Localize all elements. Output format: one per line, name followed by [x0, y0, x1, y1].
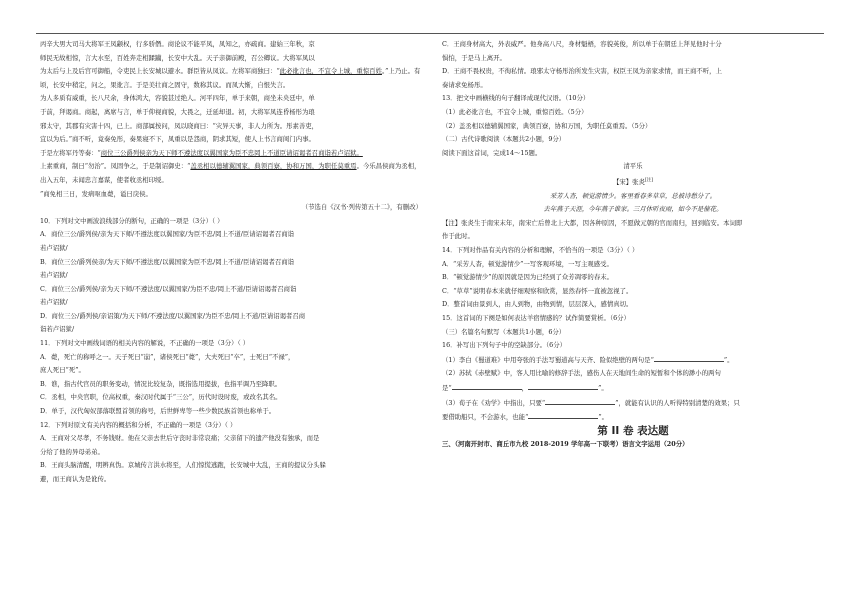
section-poetry-heading: （二）古代诗歌阅读（本题共2小题，9分）	[442, 135, 566, 144]
passage-line: 于是左将军丹等奏：“商位三公爵列侯亲为天下师不遵法度以翼国家为臣不忠罔上不道臣请诏谒者召商诣若卢诏狱。	[40, 148, 363, 157]
q11-option: 庶人死曰“死”。	[40, 366, 85, 375]
passage-line: ”商免相三日，发病呕血薨，谥曰戾侯。	[40, 189, 152, 198]
passage-line: 师民无故相惊，言大水至，百姓奔走相蹂躏，长安中大乱。天子亲御前殿，召公卿议。大将军凤以	[40, 53, 315, 62]
q14-stem: 14．下列对作品有关内容的分析和理解，不恰当的一项是（3分）（ ）	[442, 246, 639, 255]
passage-line: 上素重商，制曰“勿治”。凤固争之，于是制诏御史：“盖丞相以德辅翼国家，典领百寮，协和万国，为职任莫重焉。今乐昌侯商为丞相，出入五年，未闻忠言嘉谋，使者收丞相印绶。	[40, 162, 421, 184]
poem-note: 作于此时。	[442, 232, 474, 241]
q13-stem: 13．把文中画横线的句子翻译成现代汉语。（10分）	[442, 94, 590, 103]
passage-line: 宜以为后。”商不听，竟奏免彤，奏果寝不下，凤重以是怨商，阴求其短，使人上书言商闺门内事。	[40, 135, 315, 144]
passage-line: 于前，拜谒商。商起，离席与言，单于仰视商貌，大畏之，迁延却退。初，大将军凤连昏杨彤为琅	[40, 107, 315, 116]
underlined-sentence-1: 此必讹言也，不宜令上城，重惊百姓	[279, 67, 382, 76]
answer-blank[interactable]	[654, 353, 724, 362]
q14-option: B．“顿觉游情少”的原因就是因为已经到了众芳凋零的春末。	[442, 273, 613, 282]
q11-option: B．谯，指古代官员的职务变动，情况比较复杂，既指选用提拔，也指平调乃至降职。	[40, 379, 282, 388]
passage-source: （节选自《汉书·列传第五十二》，有删改）	[301, 203, 422, 212]
q16-item-3: （3）荀子在《劝学》中指出，只要“ ”，就能有认识的人听得特别清楚的效果；只	[442, 396, 824, 411]
poem-line: 采芳人杳，顿觉游情少。客里看春多草草，总被诗愁分了。	[549, 191, 717, 200]
poem-note-mark: [注]	[644, 177, 653, 183]
right-column	[442, 38, 824, 452]
q16-stem: 16．补写出下列句子中的空缺部分。（6分）	[442, 341, 567, 350]
q14-option: D．整首词由景到人，由人到物，由物到情，层层深入，感情真切。	[442, 300, 633, 309]
q12-option: 避，而王商认为是讹传。	[40, 475, 111, 483]
poem-author: 【宋】张炎[注]	[613, 177, 653, 187]
q13-item: （1）此必讹言也，不宜令上城，重惊百姓。（5分）	[442, 107, 588, 116]
answer-blank[interactable]	[545, 396, 615, 405]
passage-line: 丙辛大男大司马大将军王凤颛权，行多骄僭。商论议不能平凤，凤知之，亦疏商。建始三年秋，京	[40, 40, 315, 48]
q16-item-2: （2）苏轼《赤壁赋》中，客人用比喻的修辞手法，感伤人在天地间生命的短暂和个体的渺小的两句	[442, 369, 721, 378]
part-two-title: 第 II 卷 表达题	[597, 424, 669, 437]
section-poetry-intro: 阅读下面这首词，完成14～15题。	[442, 148, 542, 157]
q13-item: （2）盖丞相以德辅翼国家，典领百寮，协和万国，为职任莫重焉。（5分）	[442, 121, 652, 130]
q14-option: C．“草草”说明春本来就仔细观察和欣赏，显然春怀一直被忽视了。	[442, 286, 633, 295]
q16-item-2-blanks: 是“ ， ”。	[442, 381, 824, 396]
q12-option: 奏请求免杨彤。	[442, 80, 487, 89]
q12-option: 惧怕，于是马上离开。	[442, 53, 506, 62]
q16-item-1: （1）李白《蜀道难》中用夸张的手法写蜀道高与天齐、险似绝壁的两句是“ ”。	[442, 353, 824, 368]
left-column	[40, 38, 422, 487]
answer-blank[interactable]	[452, 381, 522, 390]
q10-option: 若卢诏狱/	[40, 243, 68, 252]
underlined-sentence-2: 盖丞相以德辅翼国家，典领百寮，协和万国，为职任莫重焉	[190, 162, 357, 171]
q14-option: A．“采芳人杳，顿觉游情少”一写客观环境，一写主观感受。	[442, 259, 613, 268]
poem-title: 清平乐	[623, 162, 643, 171]
poem-note: 【注】张炎生于南宋末年，南宋亡后曾北上大都，因各种原因，不愿做元朝的官而南归，回到临安。本词即	[442, 218, 743, 227]
poem-line: 去年燕子天涯，今年燕子谁家。三月休听夜雨，如今不是催花。	[543, 205, 723, 214]
section-language-heading: 三、（河南开封市、商丘市九校 2018-2019 学年高一下联考）语言文字运用（20分）	[442, 440, 689, 449]
q10-option: A．商位三公/爵列侯/亲为天下师/不遵法度以翼国家/为臣不忠/罔上不道/臣请诏谒者召商诣	[40, 230, 294, 239]
q10-option: 诣若卢诏狱/	[40, 325, 75, 334]
q10-option: 若卢诏狱/	[40, 271, 68, 280]
q12-stem: 12．下列对原文有关内容的概括和分析，不正确的一项是（3分）（ ）	[40, 420, 237, 429]
wavy-sentence: 商位三公爵列侯亲为天下师不遵法度以翼国家为臣不忠罔上不道臣请诏谒者召商诣若卢诏狱。	[100, 148, 363, 157]
q11-option: A．薨，死亡的称呼之一。天子死曰“崩”，诸侯死曰“薨”，大夫死曰“卒”，士死曰“不禄”，	[40, 352, 295, 361]
q12-option: A．王商对父尽孝，不务钱财。他在父亲去世后守丧时非常哀痛；父亲留下的遗产他没有独承，而是	[40, 434, 320, 443]
passage-line: 为太后与上及后宫可御船，令吏民上长安城以避水。群臣皆从凤议。左将军商独曰：“此必讹言也，不宜令上城，重惊百姓。”上乃止。有顷，长安中稍定，问之，果讹言。于是美壮商之固守，数称其议。而凤大惭，自恨失言。	[40, 67, 421, 89]
q10-option: C．商位三公/爵列侯/亲为天下师/不遵法度/以翼国家/为臣不忠/罔上不道/臣请诏谒者召商诣	[40, 284, 297, 293]
q10-option: D．商位三公/爵列侯/亲诏策/为天下师/不遵法度/以翼国家/为臣不忠/罔上不道/臣请诏谒者召商	[40, 311, 306, 320]
answer-blank[interactable]	[528, 381, 598, 390]
passage-line: 邪太守，其郡有灾害十四，已上。商部属按问，凤以晓商曰：“灾异天事，非人力所为。彤素善吏，	[40, 121, 319, 130]
q10-option: B．商位三公/爵列侯亲/为天下师/不遵法度/以翼国家为臣不忠/罔上不道/臣请诏谒者召商诣	[40, 257, 295, 266]
q12-option: C．王商身材高大，外表威严。他身高八尺，身材魁梧，容貌英俊，所以单于在朝廷上拜见他时十分	[442, 40, 722, 48]
answer-blank[interactable]	[528, 410, 598, 419]
q16-item-3-cont: 要借助船只，不会游水，也能“ ”。	[442, 410, 824, 425]
section-dictation-heading: （三）名篇名句默写（本题共1小题，6分）	[442, 327, 566, 336]
q15-stem: 15．这首词的下阕是如何表达羊宿情感的？试作简要赏析。（6分）	[442, 314, 630, 322]
q12-option: D．王商不畏权贵，不徇私情。琅邪太守杨彤治所发生灾害，权臣王凤为亲家求情，而王商不听，上	[442, 67, 722, 76]
q10-stem: 10．下列对文中画波浪线部分的断句，正确的一项是（3分）（ ）	[40, 216, 224, 225]
q11-option: D．单于，汉代匈奴部落联盟首领的称号，后世鲜卑等一些少数民族首领也称单于。	[40, 407, 276, 416]
top-rule	[36, 33, 824, 34]
q12-option: B．王商头脑清醒，明辨真伪。京城传言洪水将至，人们惊慌逃跑，长安城中大乱，王商的提议分头躲	[40, 461, 326, 470]
q11-stem: 11．下列对文中画线词语的相关内容的解说，不正确的一项是（3分）（ ）	[40, 339, 250, 348]
q10-option: 若卢诏狱/	[40, 298, 68, 307]
q12-option: 分给了他的异母弟弟。	[40, 447, 104, 456]
passage-line: 为人多质有威重，长八尺余，身体鸿大，容貌甚过绝人。河平四年，单于来朝，商坐未央廷中，单	[40, 94, 315, 103]
q11-option: C．丞相，中央官职，位高权重，秦汉时代属于“三公”，历代时设时废，或改名其名。	[40, 393, 282, 402]
